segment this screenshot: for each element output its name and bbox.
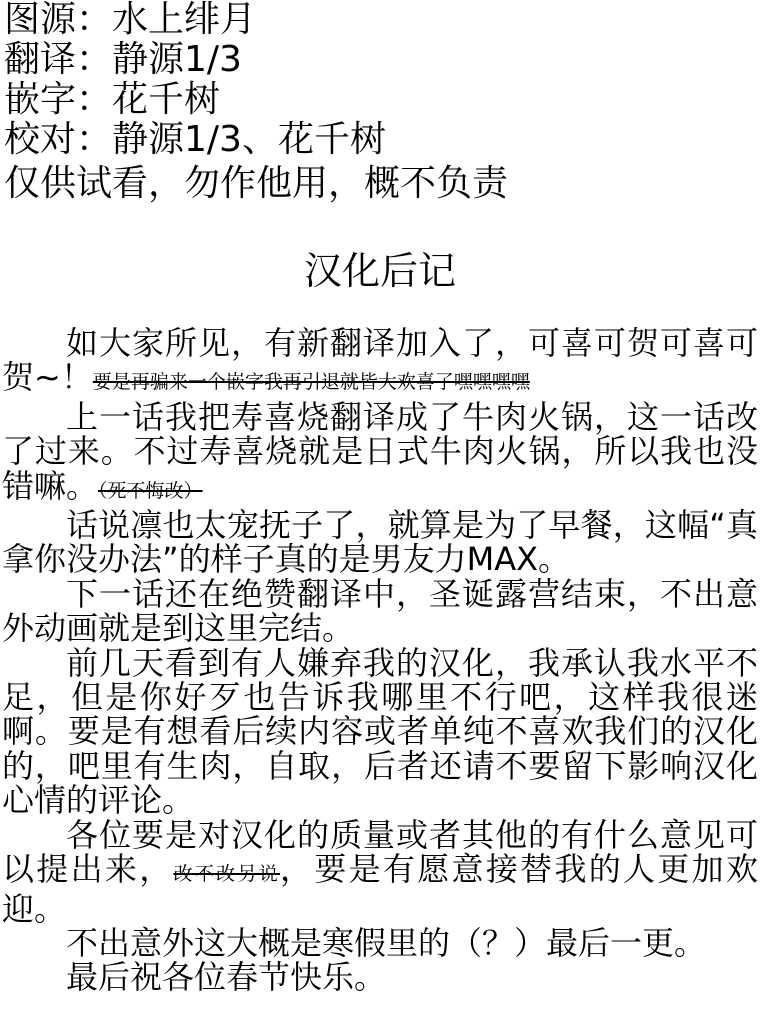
paragraph-text: 如大家所见，有新翻译加入了，可喜可贺可喜可贺~！	[2, 324, 758, 397]
paragraph-text: 下一话还在绝赞翻译中，圣诞露营结束，不出意外动画就是到这里完结。	[2, 574, 758, 648]
strikethrough-aside: 改不改另说	[173, 863, 281, 886]
credit-typesetting: 嵌字：花千树	[4, 79, 221, 120]
credit-source: 图源：水上绯月	[4, 0, 257, 40]
credit-translation: 翻译：静源1/3	[4, 39, 242, 80]
paragraph-7	[2, 923, 758, 962]
paragraph-1	[2, 326, 758, 400]
afterword-title: 汉化后记	[303, 249, 456, 293]
paragraph-tail: ，要是有愿意接替我的人更加欢迎。	[2, 850, 758, 928]
credit-proofreading: 校对：静源1/3、花千树	[4, 119, 386, 160]
paragraph-6	[2, 815, 758, 928]
credits-block	[4, 0, 508, 208]
paragraph-text: 不出意外这大概是寒假里的（？）最后一更。	[66, 923, 707, 962]
paragraph-3	[2, 508, 758, 577]
strikethrough-aside: 要是再骗来一个嵌字我再引退就皆大欢喜了嘿嘿嘿嘿	[92, 371, 530, 394]
paragraph-text: 前几天看到有人嫌弃我的汉化，我承认我水平不足，但是你好歹也告诉我哪里不行吧，这样我很迷啊。要是有想看后续内容或者单纯不喜欢我们的汉化的，吧里有生肉，自取，后者还请不要留下影响汉化心情的评论。	[2, 643, 758, 820]
paragraph-text: 最后祝各位春节快乐。	[66, 958, 387, 997]
paragraph-5	[2, 643, 758, 820]
strikethrough-aside: （死不悔改）	[98, 479, 203, 502]
paragraph-text: 话说凛也太宠抚子了，就算是为了早餐，这幅“真拿你没办法”的样子真的是男友力MAX。	[2, 506, 758, 579]
paragraph-text: 上一话我把寿喜烧翻译成了牛肉火锅，这一话改了过来。不过寿喜烧就是日式牛肉火锅，所以我也没错嘛。	[2, 397, 758, 505]
paragraph-2	[2, 397, 758, 508]
paragraph-8	[2, 958, 758, 997]
paragraph-text: 各位要是对汉化的质量或者其他的有什么意见可以提出来，	[2, 815, 758, 889]
usage-notice: 仅供试看，勿作他用，概不负责	[4, 163, 509, 204]
paragraph-4	[2, 574, 758, 648]
afterword-body	[2, 326, 758, 995]
